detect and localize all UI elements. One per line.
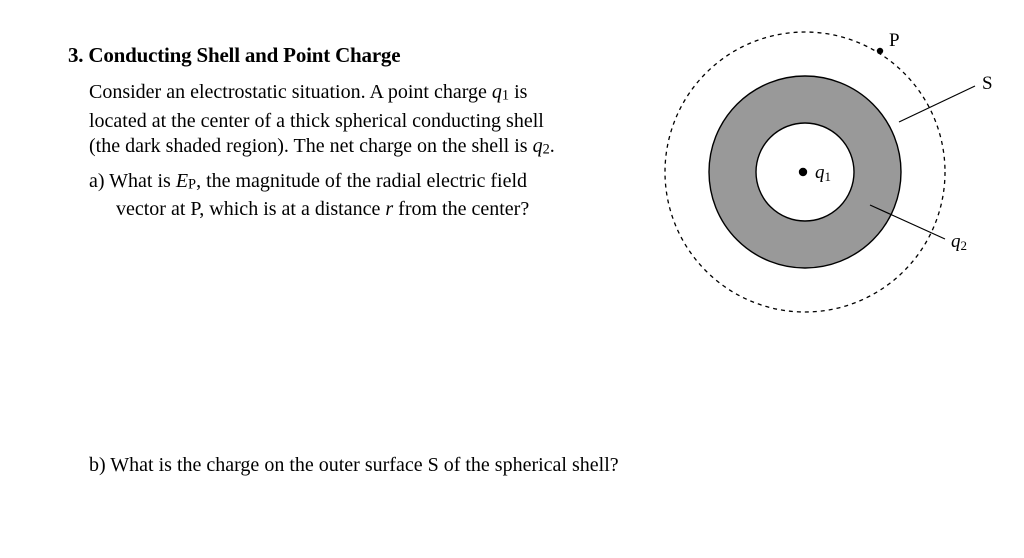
intro-line-2: located at the center of a thick spherical conducting shell xyxy=(89,109,544,132)
label-P: P xyxy=(889,30,900,51)
leader-line-S xyxy=(899,86,975,122)
intro-line-1: Consider an electrostatic situation. A point charge q1 is xyxy=(89,81,528,104)
question-a-line-2: vector at P, which is at a distance r from the center? xyxy=(116,198,530,221)
problem-heading: 3. Conducting Shell and Point Charge xyxy=(68,43,401,67)
intro-line-3: (the dark shaded region). The net charge on the shell is q2. xyxy=(89,134,555,158)
label-q1: q1 xyxy=(815,162,831,184)
label-S: S xyxy=(982,73,993,94)
label-q2: q2 xyxy=(951,231,967,253)
point-P-dot xyxy=(877,48,883,54)
question-a-line-1: a) What is EP, the magnitude of the radial electric field xyxy=(89,170,528,193)
question-b: b) What is the charge on the outer surface S of the spherical shell? xyxy=(89,454,619,476)
point-charge-dot xyxy=(799,168,807,176)
